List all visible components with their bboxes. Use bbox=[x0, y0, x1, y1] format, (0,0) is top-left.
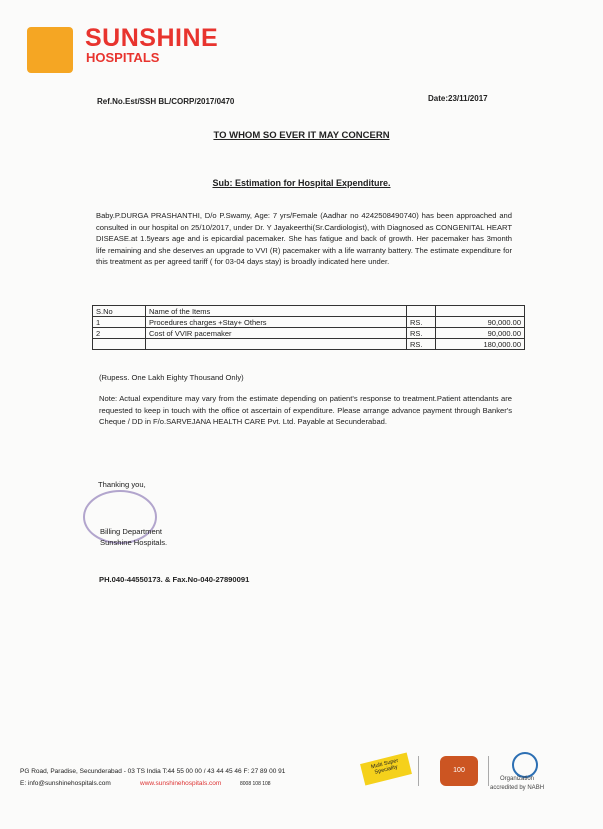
nabh-logo-icon bbox=[512, 752, 538, 778]
footer-divider bbox=[488, 756, 489, 786]
brand-name: SUNSHINE bbox=[85, 24, 219, 52]
amount-in-words: (Rupess. One Lakh Eighty Thousand Only) bbox=[99, 373, 244, 382]
signature-hospital: Sunshine Hospitals. bbox=[100, 538, 168, 547]
row-currency: RS. bbox=[407, 317, 436, 328]
row-item: Procedures charges +Stay+ Others bbox=[146, 317, 407, 328]
multi-speciality-badge: Multi Super Speciality bbox=[360, 753, 412, 786]
row-sno: 2 bbox=[93, 328, 146, 339]
hundred-badge-icon: 100 bbox=[440, 756, 478, 786]
total-blank bbox=[93, 339, 146, 350]
salutation: TO WHOM SO EVER IT MAY CONCERN bbox=[213, 130, 390, 141]
reference-number: Ref.No.Est/SSH BL/CORP/2017/0470 bbox=[97, 97, 235, 106]
row-amount: 90,000.00 bbox=[436, 328, 525, 339]
letter-date: Date:23/11/2017 bbox=[428, 94, 488, 103]
signature-department: Billing Department bbox=[100, 527, 163, 536]
total-row bbox=[93, 339, 525, 350]
payment-note: Note: Actual expenditure may vary from the estimate depending on patient's response to treatment.Patient attendants are requested to keep in touch with the office ot ascertain of expenditure. Please arrange advance payment through Banker's Cheque / DD in F/o.SARVEJANA HEALTH CARE Pvt. Ltd. Payable at Secunderabad. bbox=[99, 394, 512, 426]
total-blank-2 bbox=[146, 339, 407, 350]
table-row bbox=[93, 328, 525, 339]
header-blank bbox=[407, 306, 436, 317]
header-item: Name of the Items bbox=[146, 306, 407, 317]
nabh-accredited: accredited by NABH bbox=[490, 785, 545, 791]
row-sno: 1 bbox=[93, 317, 146, 328]
header-sno: S.No bbox=[93, 306, 146, 317]
row-amount: 90,000.00 bbox=[436, 317, 525, 328]
footer-sms: 8008 108 108 bbox=[240, 781, 271, 787]
subject-line: Sub: Estimation for Hospital Expenditure. bbox=[212, 178, 391, 188]
row-item: Cost of VVIR pacemaker bbox=[146, 328, 407, 339]
sunshine-logo-icon bbox=[27, 27, 73, 73]
footer-divider bbox=[418, 756, 419, 786]
brand-subtitle: HOSPITALS bbox=[86, 50, 160, 65]
total-amount: 180,000.00 bbox=[436, 339, 525, 350]
table-row bbox=[93, 317, 525, 328]
letter-body: Baby.P.DURGA PRASHANTHI, D/o P.Swamy, Age: 7 yrs/Female (Aadhar no 4242508490740) has been approached and consulted in our hospital on 25/10/2017, under Dr. Y Jayakeerthi(Sr.Cardiologist), with Diagnosed as CONGENITAL HEART DISEASE.at 1.5years age and is epicardial pacemaker. She has fatigue and back of growth. Her pacemaker has 3month life remaining and she deserves an upgrade to VVI (R) pacemaker with a life warranty battery. The estimate expenditure for this treatment as per agreed tariff ( for 03-04 days stay) is broadly indicated here under. bbox=[96, 211, 512, 266]
nabh-organization: Organization bbox=[500, 776, 535, 782]
estimate-table bbox=[92, 305, 525, 350]
thanking-line: Thanking you, bbox=[98, 480, 146, 489]
footer-email[interactable]: E: info@sunshinehospitals.com bbox=[20, 780, 111, 787]
row-currency: RS. bbox=[407, 328, 436, 339]
header-blank-2 bbox=[436, 306, 525, 317]
footer-address: PG Road, Paradise, Secunderabad - 03 TS India T:44 55 00 00 / 43 44 45 46 F: 27 89 00 91 bbox=[20, 768, 286, 775]
footer-website[interactable]: www.sunshinehospitals.com bbox=[140, 780, 222, 787]
table-header-row bbox=[93, 306, 525, 317]
contact-phone: PH.040-44550173. & Fax.No-040-27890091 bbox=[99, 575, 250, 584]
total-currency: RS. bbox=[407, 339, 436, 350]
